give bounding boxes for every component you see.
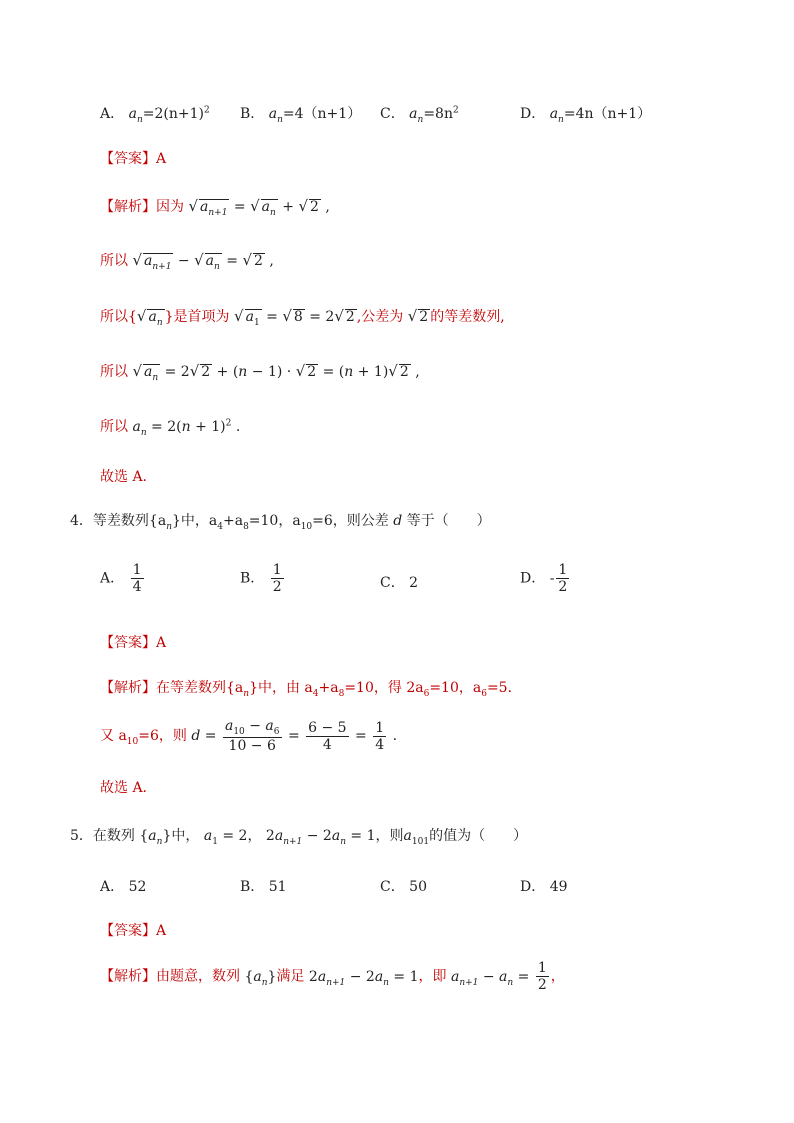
q4-answer: 【答案】A [100,635,167,651]
q3-analysis-line-5: 所以 $a_n = 2(n + 1)^2$ . [100,418,241,438]
q4-analysis-line-1: 【解析】在等差数列$\{a_n\}$中，由 $a_4+a_8=10$，得 $2a_6=10$，$a_6=5$． [100,680,522,699]
q5-stem: 5．在数列 $\{a_n\}$中， $a_1 = 2$， $2a_{n+1} - 2a_n = 1$，则$a_{101}$的值为（ ） [70,828,528,847]
q5-option-a: A． 52 [100,879,147,895]
q4-option-b: B． $\frac{1}{2}$ [240,562,282,596]
q5-option-b: B． 51 [240,879,287,895]
q3-answer: 【答案】A [100,151,167,167]
q5-option-d: D． 49 [520,879,568,895]
q3-option-b: B． $a_n=4(n+1)$ [240,106,362,125]
q3-option-a: A． $a_n=2(n+1)^2$ [100,105,210,125]
q5-option-c: C． 50 [380,879,427,895]
q5-answer: 【答案】A [100,923,167,939]
q3-option-d: D． $a_n=4n(n+1)$ [520,106,652,125]
q4-option-a: A． $\frac{1}{4}$ [100,562,142,596]
q3-option-c: C． $a_n=8n^2$ [380,105,459,125]
q3-analysis-line-4: 所以 √ $a_n = 2√$ 2 + (n − 1) · √ 2 = (n + 1)√ 2 , [100,362,420,383]
q3-conclusion: 故选 A. [100,469,148,485]
q5-analysis-line-1: 【解析】由题意，数列 $\{a_n\}$满足 $2a_{n+1} - 2a_n = 1$，即 $a_{n+1} - a_n$ = $\frac{1}{2}$ ， [100,960,565,994]
q4-conclusion: 故选 A． [100,780,157,796]
q4-analysis-line-2: 又 $a_{10}=6$，则 d = $\frac{a_{10} - a_6}{10 - 6}$ = $\frac{6 - 5}{4}$ = $\frac{1}{4}$ . [100,718,398,755]
q4-stem: 4．等差数列$\{a_n\}$中，$a_4+a_8=10$，$a_{10}=6$，则公差 d 等于（ ） [70,513,491,532]
q3-analysis-line-1: 【解析】因为 √ $a_{n+1}$ = √ $a_n$ + √ 2 , [100,197,330,218]
q3-analysis-line-3: 所以{√ $a_n$ }是首项为 √ $a_1$ = √ 8 = 2√ 2 ,公差为 √ 2 的等差数列, [100,307,505,328]
q4-option-c: C． 2 [380,575,419,591]
q3-analysis-line-2: 所以 √ $a_{n+1}$ − √ $a_n$ = √ 2 , [100,251,274,272]
q4-option-d: D． - $\frac{1}{2}$ [520,562,568,596]
